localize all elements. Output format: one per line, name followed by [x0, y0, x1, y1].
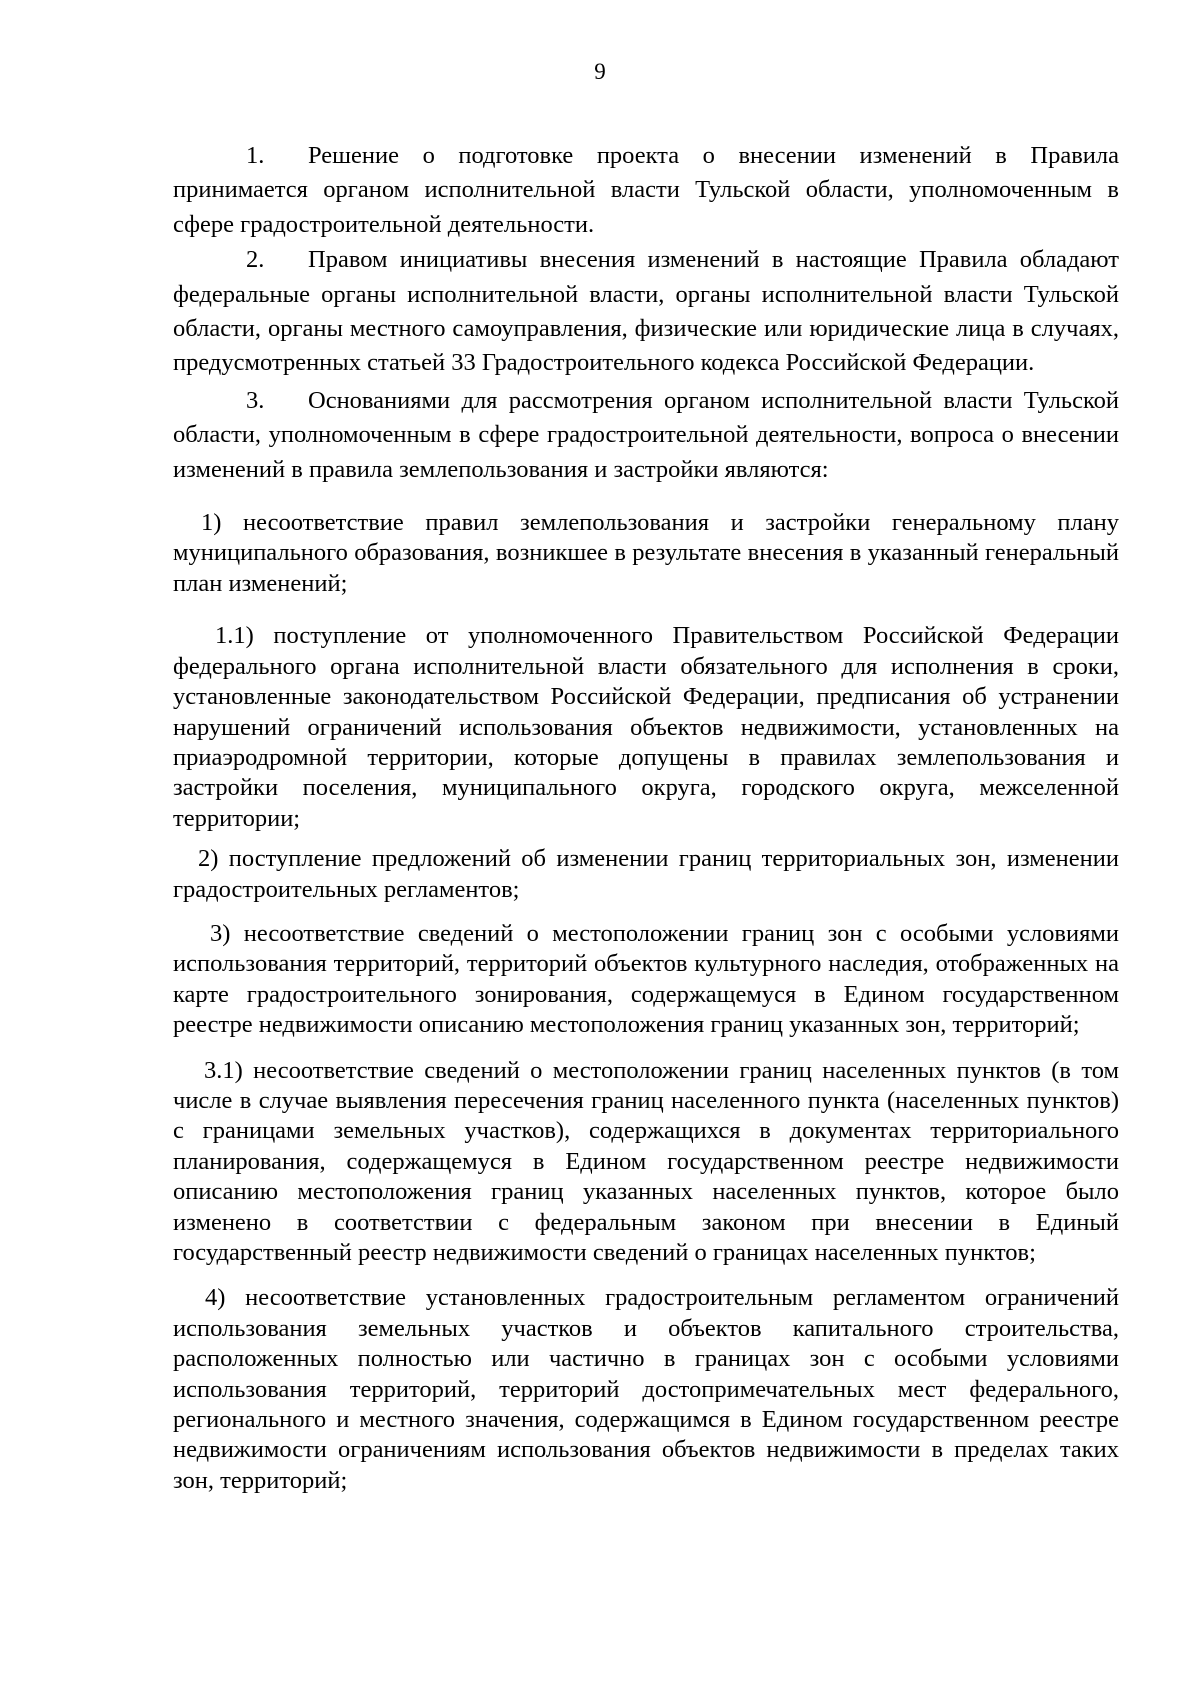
paragraph-text: Основаниями для рассмотрения органом исполнительной власти Тульской области, уполномоченным в сфере градостроительной деятельности, вопроса о внесении изменений в правила землепользования и застройки являются:	[173, 386, 1119, 483]
page-number: 9	[594, 59, 606, 84]
paragraph-3	[173, 384, 1119, 487]
paragraph-number: 2.	[246, 246, 265, 274]
subitem-1: 1) несоответствие правил землепользования и застройки генеральному плану муниципального образования, возникшее в результате внесения в указанный генеральный план изменений;	[173, 509, 1119, 597]
paragraph-text: Правом инициативы внесения изменений в настоящие Правила обладают федеральные органы исполнительной власти, органы исполнительной власти Тульской области, органы местного самоуправления, физические или юридические лица в случаях, предусмотренных статьей 33 Градостроительного кодекса Российской Федерации.	[173, 246, 1119, 377]
subitem-3-1: 3.1) несоответствие сведений о местоположении границ населенных пунктов (в том числе в случае выявления пересечения границ населенного пункта (населенных пунктов) с границами земельных участков), содержащихся в документах территориального планирования, содержащемуся в Едином государственном реестре недвижимости описанию местоположения границ указанных населенных пунктов, которое было изменено в соответствии с федеральным законом при внесении в Единый государственный реестр недвижимости сведений о границах населенных пунктов;	[173, 1056, 1119, 1266]
paragraph-text: Решение о подготовке проекта о внесении изменений в Правила принимается органом исполнительной власти Тульской области, уполномоченным в сфере градостроительной деятельности.	[173, 142, 1119, 238]
subitem-2: 2) поступление предложений об изменении границ территориальных зон, изменении градостроительных регламентов;	[173, 845, 1119, 903]
subitem-3: 3) несоответствие сведений о местоположении границ зон с особыми условиями использования территорий, территорий объектов культурного наследия, отображенных на карте градостроительного зонирования, содержащемуся в Едином государственном реестре недвижимости описанию местоположения границ указанных зон, территорий;	[173, 919, 1119, 1039]
paragraph-number: 3.	[246, 386, 265, 414]
paragraph-number: 1.	[246, 142, 265, 169]
subitem-4: 4) несоответствие установленных градостроительным регламентом ограничений использования земельных участков и объектов капитального строительства, расположенных полностью или частично в границах зон с особыми условиями использования территорий, территорий достопримечательных мест федерального, регионального и местного значения, содержащимся в Едином государственном реестре недвижимости ограничениям использования объектов недвижимости в пределах таких зон, территорий;	[173, 1284, 1119, 1494]
paragraph-2	[173, 243, 1119, 381]
subitem-1-1: 1.1) поступление от уполномоченного Правительством Российской Федерации федерального органа исполнительной власти обязательного для исполнения в сроки, установленные законодательством Российской Федерации, предписания об устранении нарушений ограничений использования объектов недвижимости, установленных на приаэродромной территории, которые допущены в правилах землепользования и застройки поселения, муниципального округа, городского округа, межселенной территории;	[173, 622, 1119, 832]
paragraph-1	[173, 139, 1119, 242]
page-body	[173, 139, 1119, 1496]
